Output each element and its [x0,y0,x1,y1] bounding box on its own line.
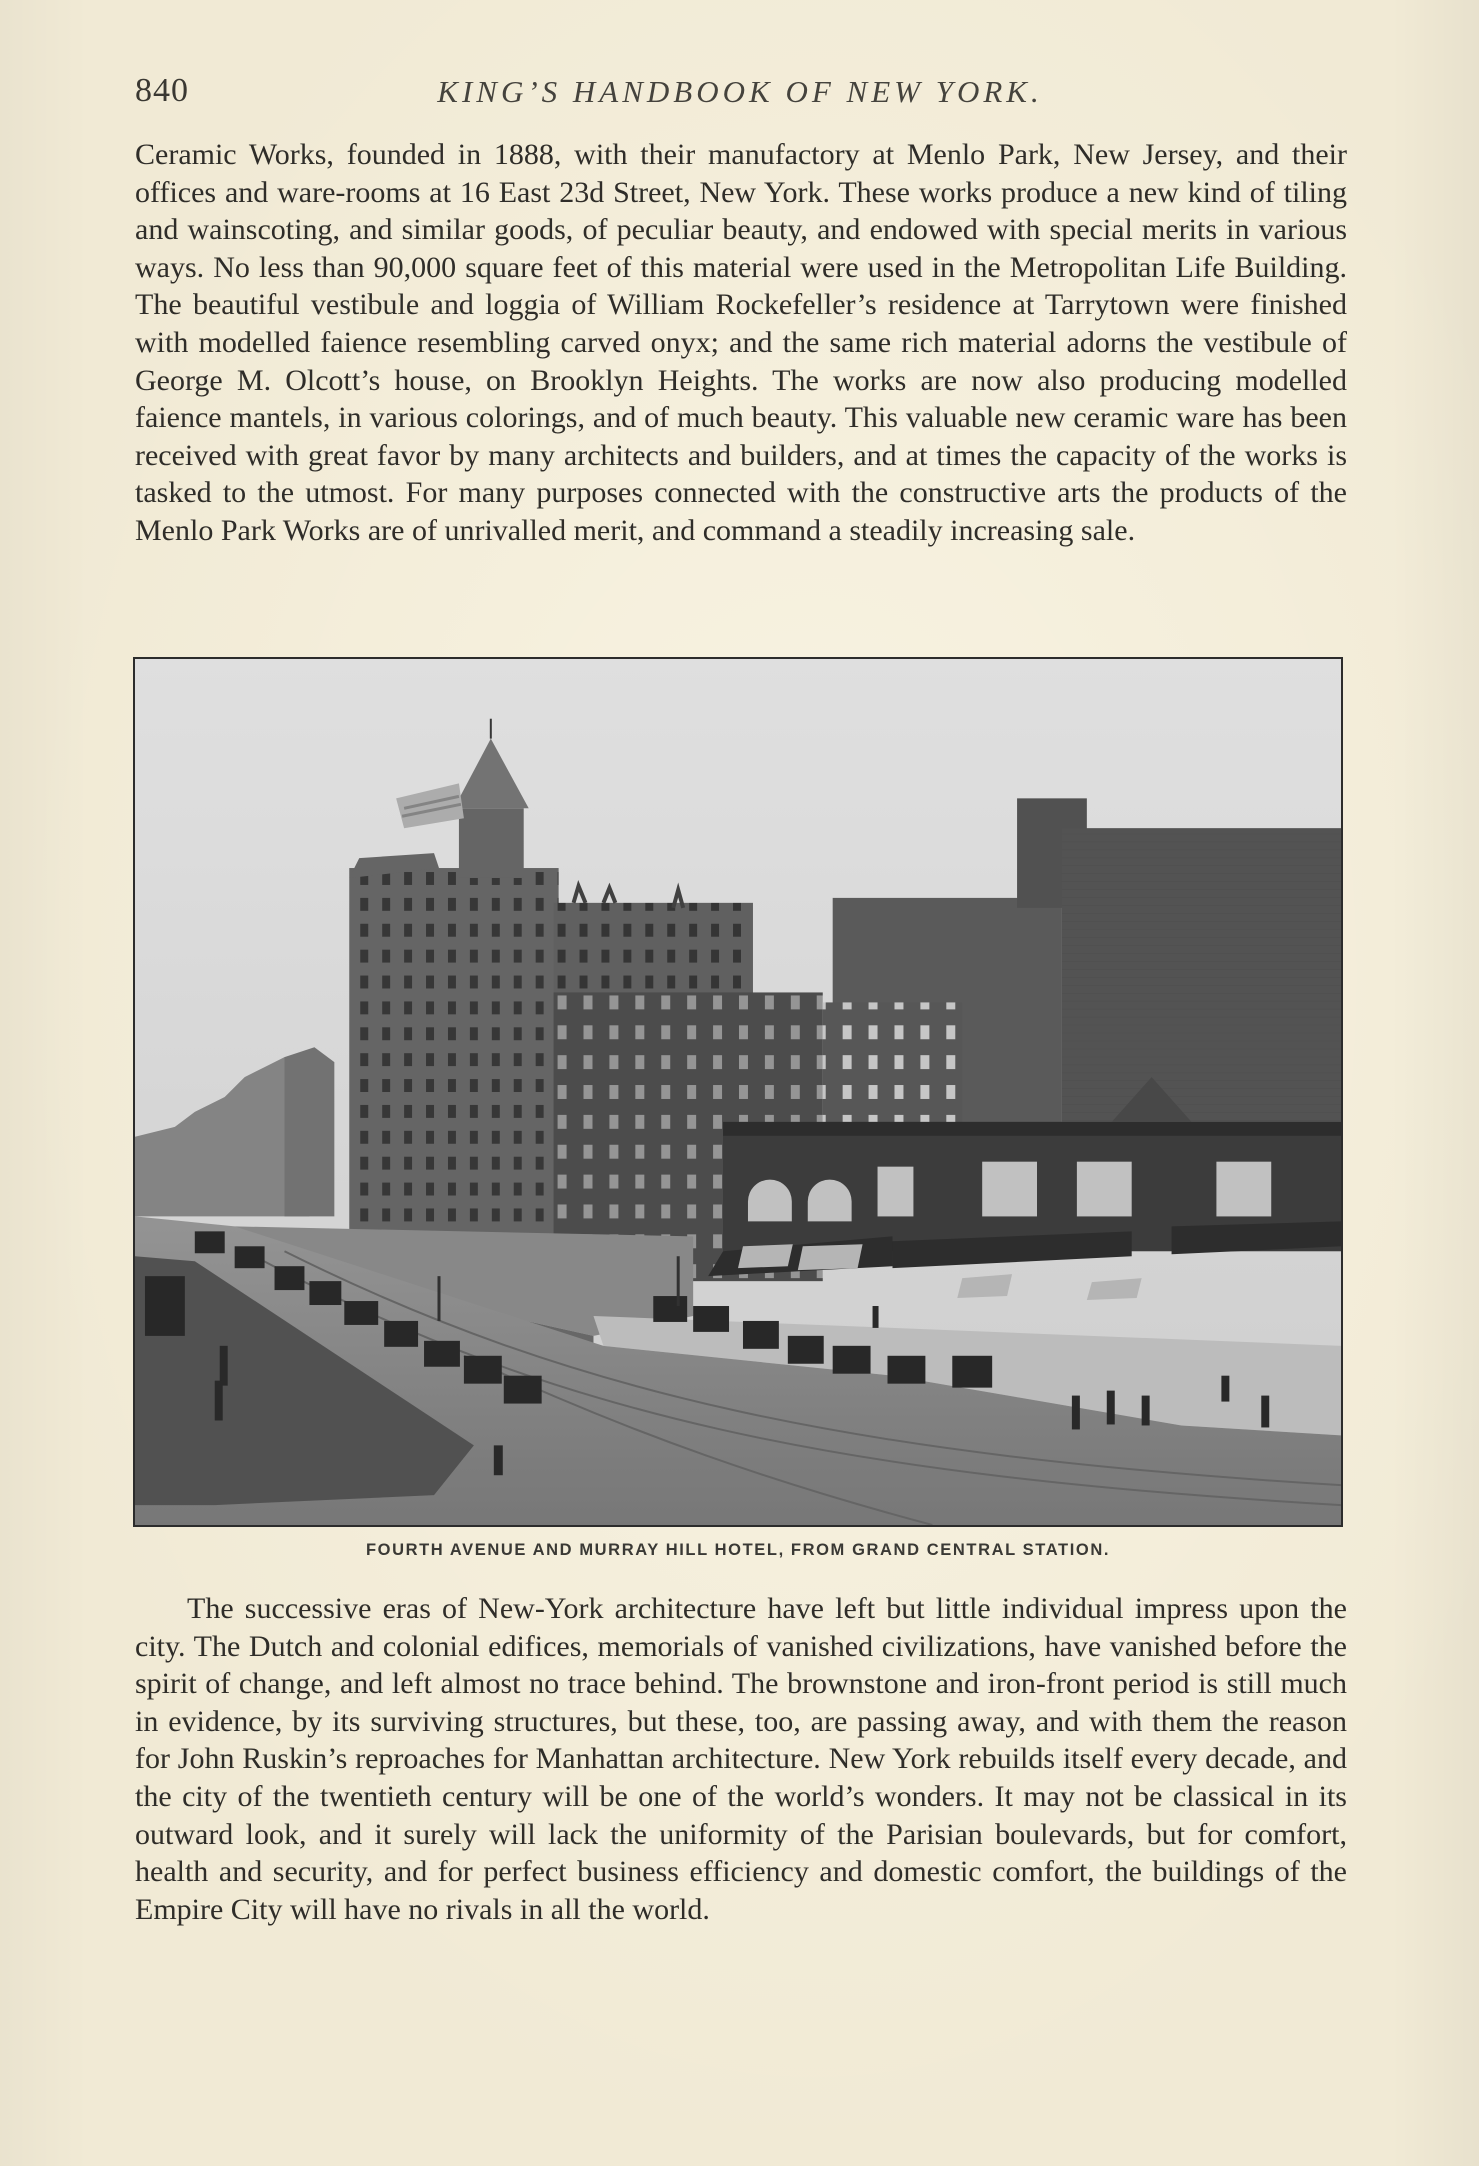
photo-plate [133,657,1343,1527]
running-head: KING’S HANDBOOK OF NEW YORK. [437,74,1043,109]
page-header [135,72,1345,122]
street-scene-photo [135,659,1341,1525]
paragraph-architecture: The successive eras of New-York architecture have left but little individual impress upon the city. The Dutch and colonial edifices, memorials of vanished civilizations, have vanished before the spirit of change, and left almost no trace behind. The brownstone and iron-front period is still much in evidence, by its surviving structures, but these, too, are passing away, and with them the reason for John Ruskin’s reproaches for Manhattan architecture. New York rebuilds itself every decade, and the city of the twentieth century will be one of the world’s wonders. It may not be classical in its outward look, and it surely will lack the uniformity of the Parisian boulevards, but for comfort, health and security, and for perfect business efficiency and domestic comfort, the buildings of the Empire City will have no rivals in all the world. [135,1592,1347,1926]
page-number: 840 [135,72,189,109]
figure-caption: FOURTH AVENUE AND MURRAY HILL HOTEL, FROM GRAND CENTRAL STATION. [365,1541,1111,1559]
paragraph-ceramic-works: Ceramic Works, founded in 1888, with their manufactory at Menlo Park, New Jersey, and their offices and ware-rooms at 16 East 23d Street, New York. These works produce a new kind of tiling and wainscoting, and similar goods, of peculiar beauty, and endowed with special merits in various ways. No less than 90,000 square feet of this material were used in the Metropolitan Life Building. The beautiful vestibule and loggia of William Rockefeller’s residence at Tarrytown were finished with modelled faience resembling carved onyx; and the same rich material adorns the vestibule of George M. Olcott’s house, on Brooklyn Heights. The works are now also producing modelled faience mantels, in various colorings, and of much beauty. This valuable new ceramic ware has been received with great favor by many architects and builders, and at times the capacity of the works is tasked to the utmost. For many purposes connected with the constructive arts the products of the Menlo Park Works are of unrivalled merit, and command a steadily increasing sale. [135,138,1347,547]
